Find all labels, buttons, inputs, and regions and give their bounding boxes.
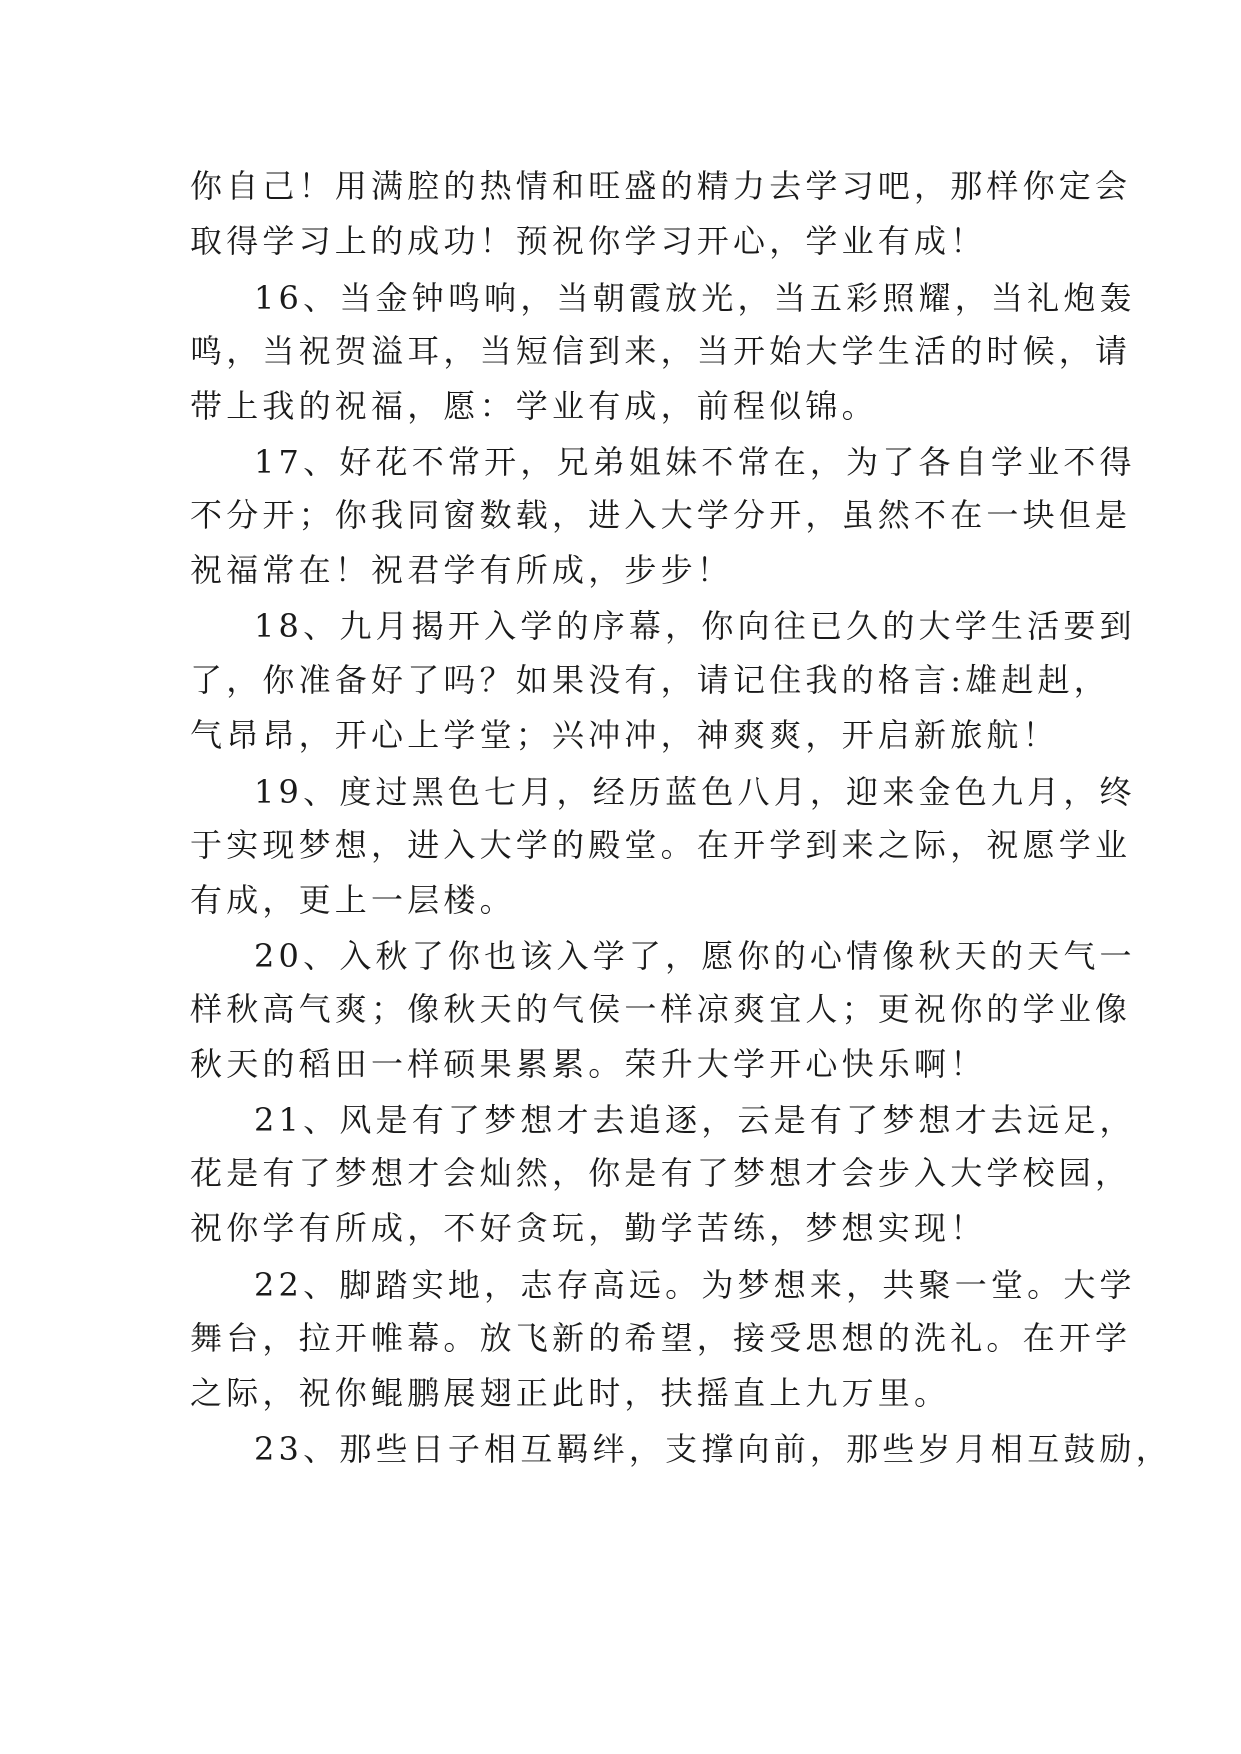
- paragraph-23-line: 23、那些日子相互羁绊，支撑向前，那些岁月相互鼓励，: [254, 1430, 1172, 1468]
- text-line: 不分开；你我同窗数载，进入大学分开，虽然不在一块但是: [190, 496, 1132, 534]
- text-line: 秋天的稻田一样硕果累累。荣升大学开心快乐啊！: [190, 1045, 987, 1083]
- text-line: 于实现梦想，进入大学的殿堂。在开学到来之际，祝愿学业: [190, 826, 1132, 864]
- text-line: 样秋高气爽；像秋天的气侯一样凉爽宜人；更祝你的学业像: [190, 990, 1132, 1028]
- text-line: 祝福常在！祝君学有所成，步步！: [190, 551, 734, 589]
- text-line: 有成，更上一层楼。: [190, 881, 516, 919]
- text-line: 取得学习上的成功！预祝你学习开心，学业有成！: [190, 222, 987, 260]
- text-line: 你自己！用满腔的热情和旺盛的精力去学习吧，那样你定会: [190, 167, 1132, 205]
- text-line: 花是有了梦想才会灿然，你是有了梦想才会步入大学校园，: [190, 1154, 1132, 1192]
- paragraph-21-line: 21、风是有了梦想才去追逐，云是有了梦想才去远足，: [254, 1101, 1136, 1139]
- paragraph-16-line: 16、当金钟鸣响，当朝霞放光，当五彩照耀，当礼炮轰: [254, 279, 1136, 317]
- text-line: 气昂昂，开心上学堂；兴冲冲，神爽爽，开启新旅航！: [190, 716, 1059, 754]
- paragraph-19-line: 19、度过黑色七月，经历蓝色八月，迎来金色九月，终: [254, 773, 1136, 811]
- paragraph-22-line: 22、脚踏实地，志存高远。为梦想来，共聚一堂。大学: [254, 1266, 1136, 1304]
- text-line: 鸣，当祝贺溢耳，当短信到来，当开始大学生活的时候，请: [190, 332, 1132, 370]
- paragraph-20-line: 20、入秋了你也该入学了，愿你的心情像秋天的天气一: [254, 937, 1136, 975]
- paragraph-17-line: 17、好花不常开，兄弟姐妹不常在，为了各自学业不得: [254, 443, 1136, 481]
- text-line: 之际，祝你鲲鹏展翅正此时，扶摇直上九万里。: [190, 1374, 951, 1412]
- text-line: 带上我的祝福，愿：学业有成，前程似锦。: [190, 387, 878, 425]
- paragraph-18-line: 18、九月揭开入学的序幕，你向往已久的大学生活要到: [254, 607, 1136, 645]
- text-line: 舞台，拉开帷幕。放飞新的希望，接受思想的洗礼。在开学: [190, 1319, 1132, 1357]
- text-line: 祝你学有所成，不好贪玩，勤学苦练，梦想实现！: [190, 1209, 987, 1247]
- text-line: 了，你准备好了吗？如果没有，请记住我的格言:雄赳赳，: [190, 661, 1110, 699]
